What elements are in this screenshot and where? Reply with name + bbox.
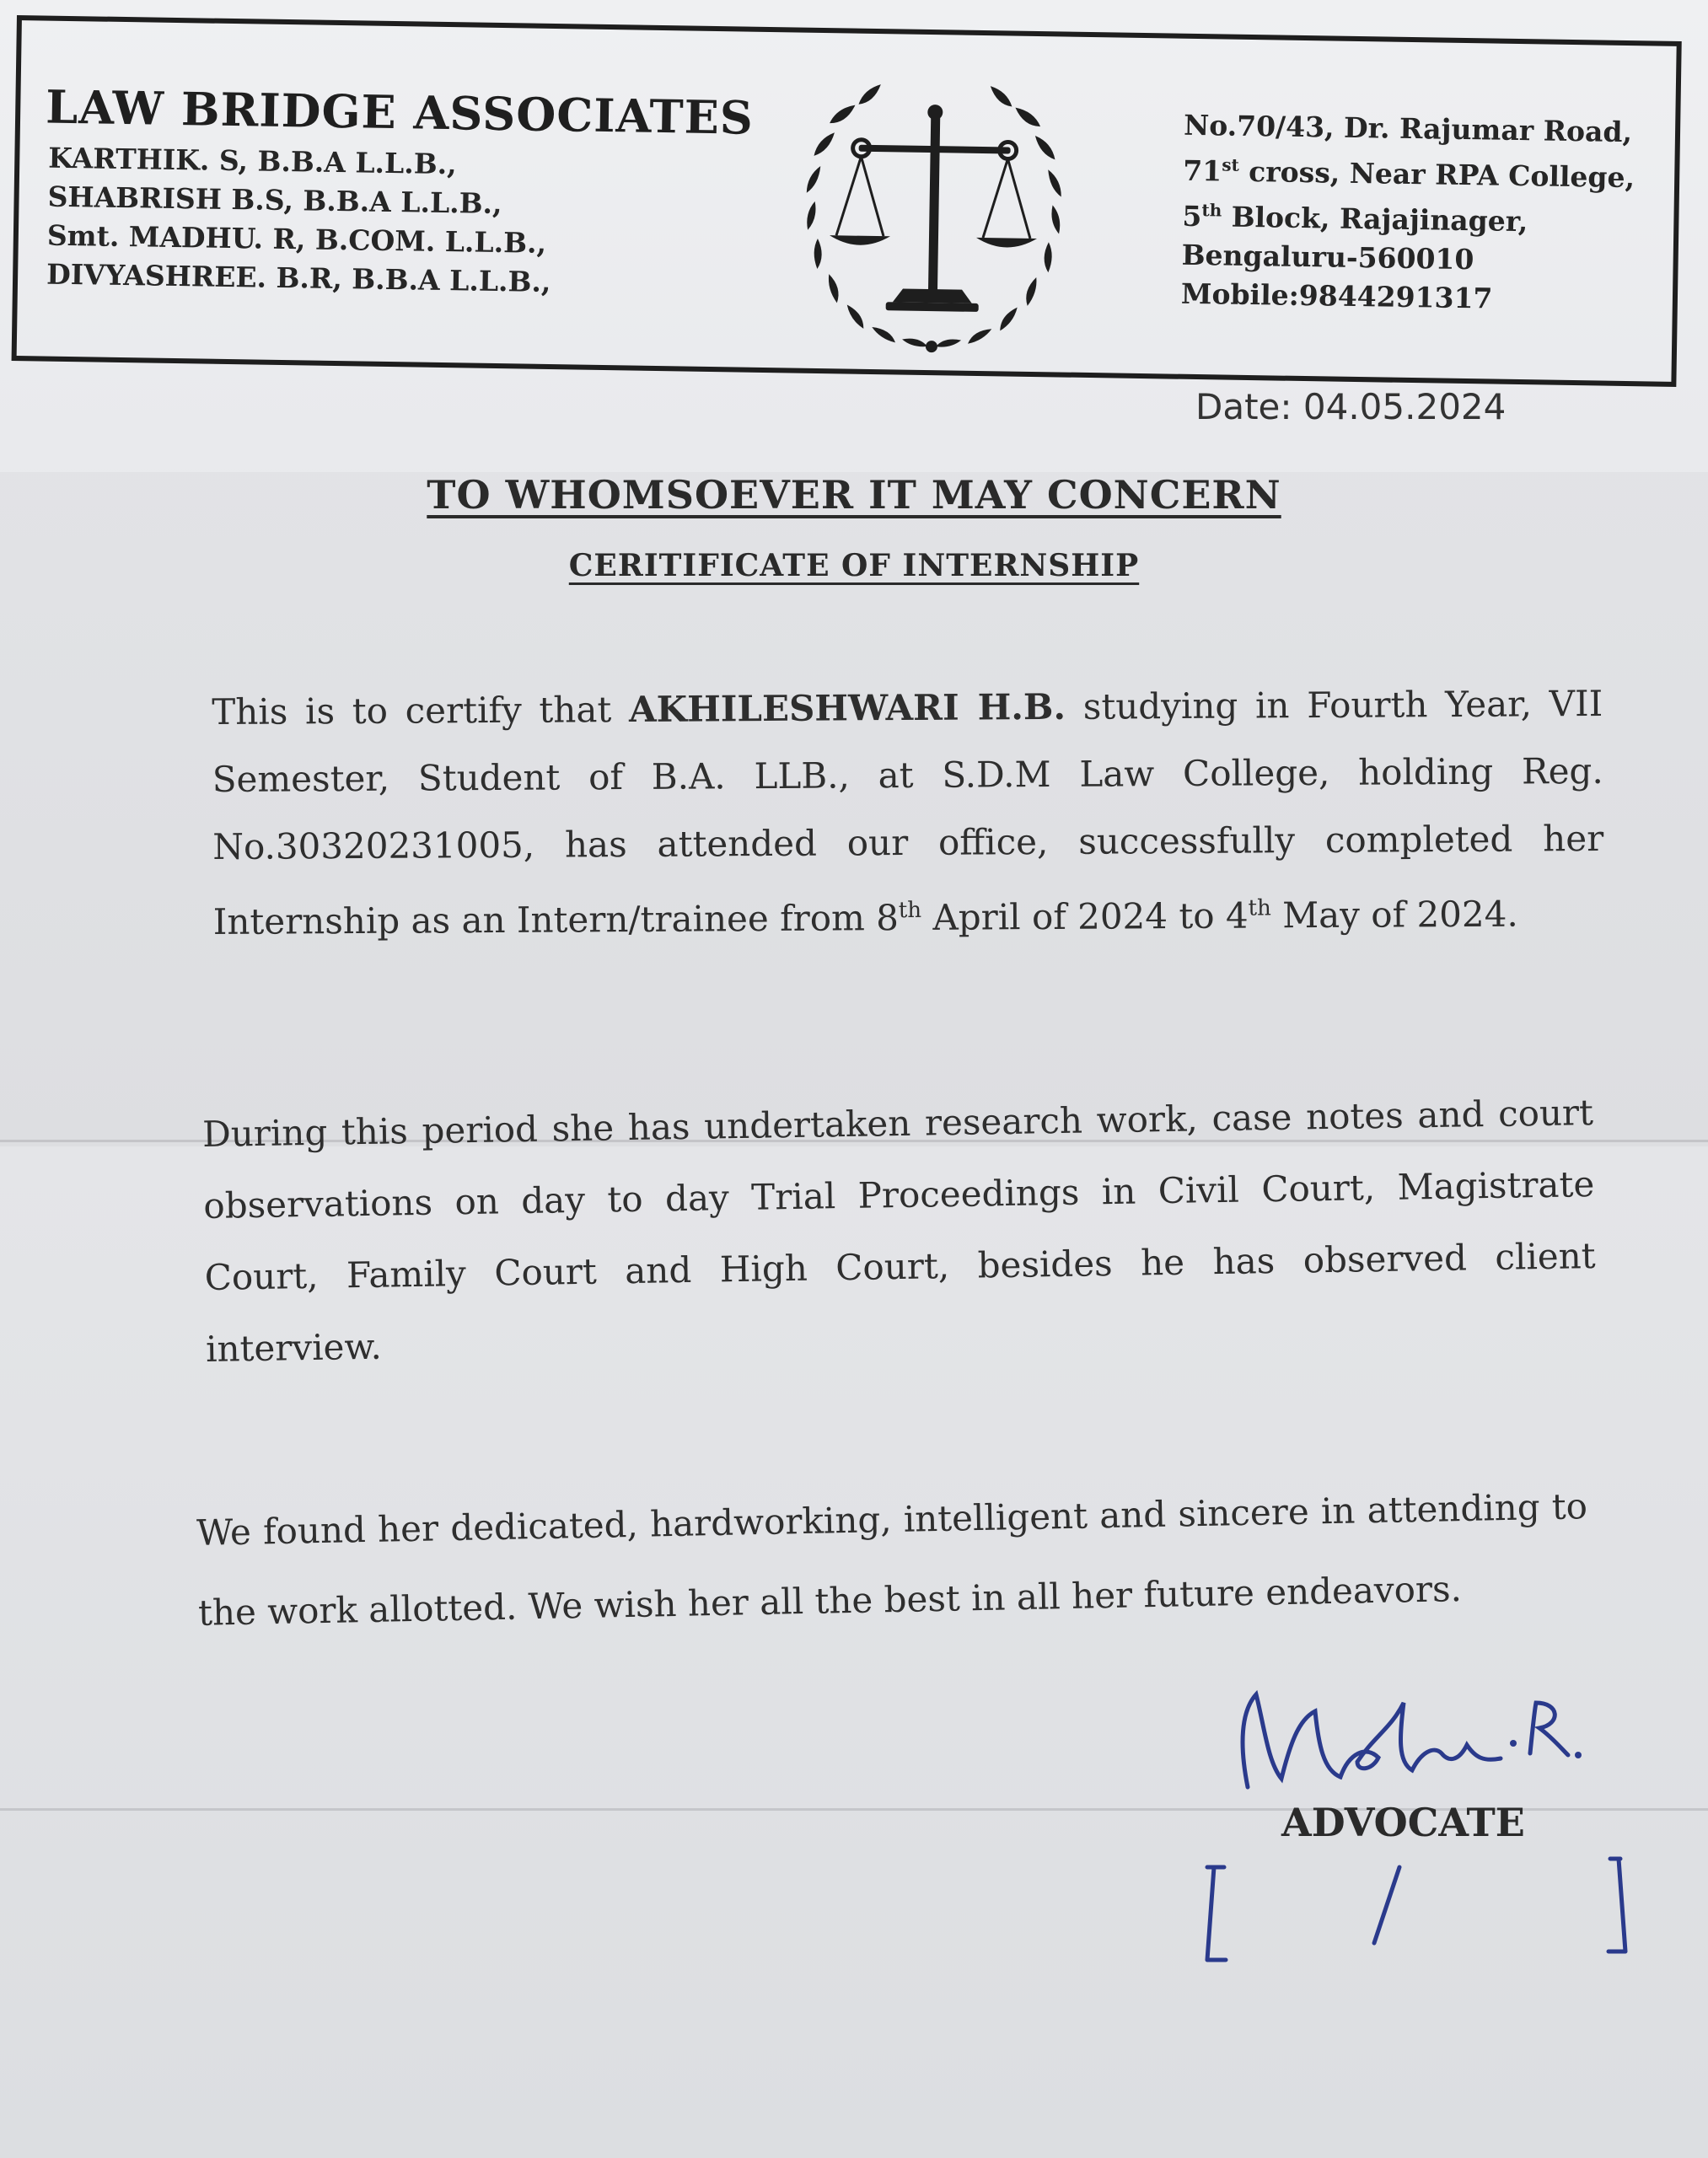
address-line: 71st cross, Near RPA College, — [1182, 153, 1635, 195]
mobile-number: Mobile:9844291317 — [1180, 276, 1493, 315]
address-line: No.70/43, Dr. Rajumar Road, — [1183, 108, 1633, 149]
partner-name: SHABRISH B.S, B.B.A L.L.B., — [47, 180, 502, 221]
letterhead — [12, 15, 1682, 387]
scales-of-justice-laurel-icon — [776, 66, 1092, 366]
address-line: Bengaluru-560010 — [1181, 238, 1474, 276]
firm-address — [1181, 106, 1636, 320]
certificate-title: CERITIFICATE OF INTERNSHIP — [568, 548, 1140, 583]
letter-heading: TO WHOMSOEVER IT MAY CONCERN — [427, 472, 1281, 518]
address-line: 5th Block, Rajajinager, — [1182, 199, 1528, 239]
remarks-paragraph: We found her dedicated, hardworking, intelligent and sincere in attending to the work allotted. We wish her all the best in all her future endeavors. — [196, 1485, 1588, 1634]
duties-paragraph: During this period she has undertaken research work, case notes and court observations on day to day Trial Proceedings in Civil Court, Magistrate Court, Family Court and High Court, besides he has observed client interview. — [201, 1092, 1596, 1370]
partner-list — [46, 139, 553, 302]
signatory-title: ADVOCATE — [1281, 1800, 1525, 1845]
partner-name: Smt. MADHU. R, B.COM. L.L.B., — [46, 218, 547, 260]
certificate-paragraph: This is to certify that AKHILESHWARI H.B. studying in Fourth Year, VII Semester, Student of B.A. LLB., at S.D.M Law College, holding Reg. No.30320231005, has attended our office, successfully completed her Internship as an Intern/trainee from 8th April of 2024 to 4th May of 2024. — [212, 682, 1604, 943]
intern-name: AKHILESHWARI H.B. — [628, 685, 1066, 731]
firm-name: LAW BRIDGE ASSOCIATES — [45, 79, 755, 145]
partner-name: DIVYASHREE. B.R, B.B.A L.L.B., — [46, 257, 551, 298]
signature-block — [1155, 1678, 1661, 1981]
enrolment-number-handwritten — [1189, 1850, 1661, 1968]
handwritten-signature — [1231, 1678, 1585, 1804]
letter-date: Date: 04.05.2024 — [1195, 386, 1507, 427]
partner-name: KARTHIK. S, B.B.A L.L.B., — [48, 141, 457, 181]
